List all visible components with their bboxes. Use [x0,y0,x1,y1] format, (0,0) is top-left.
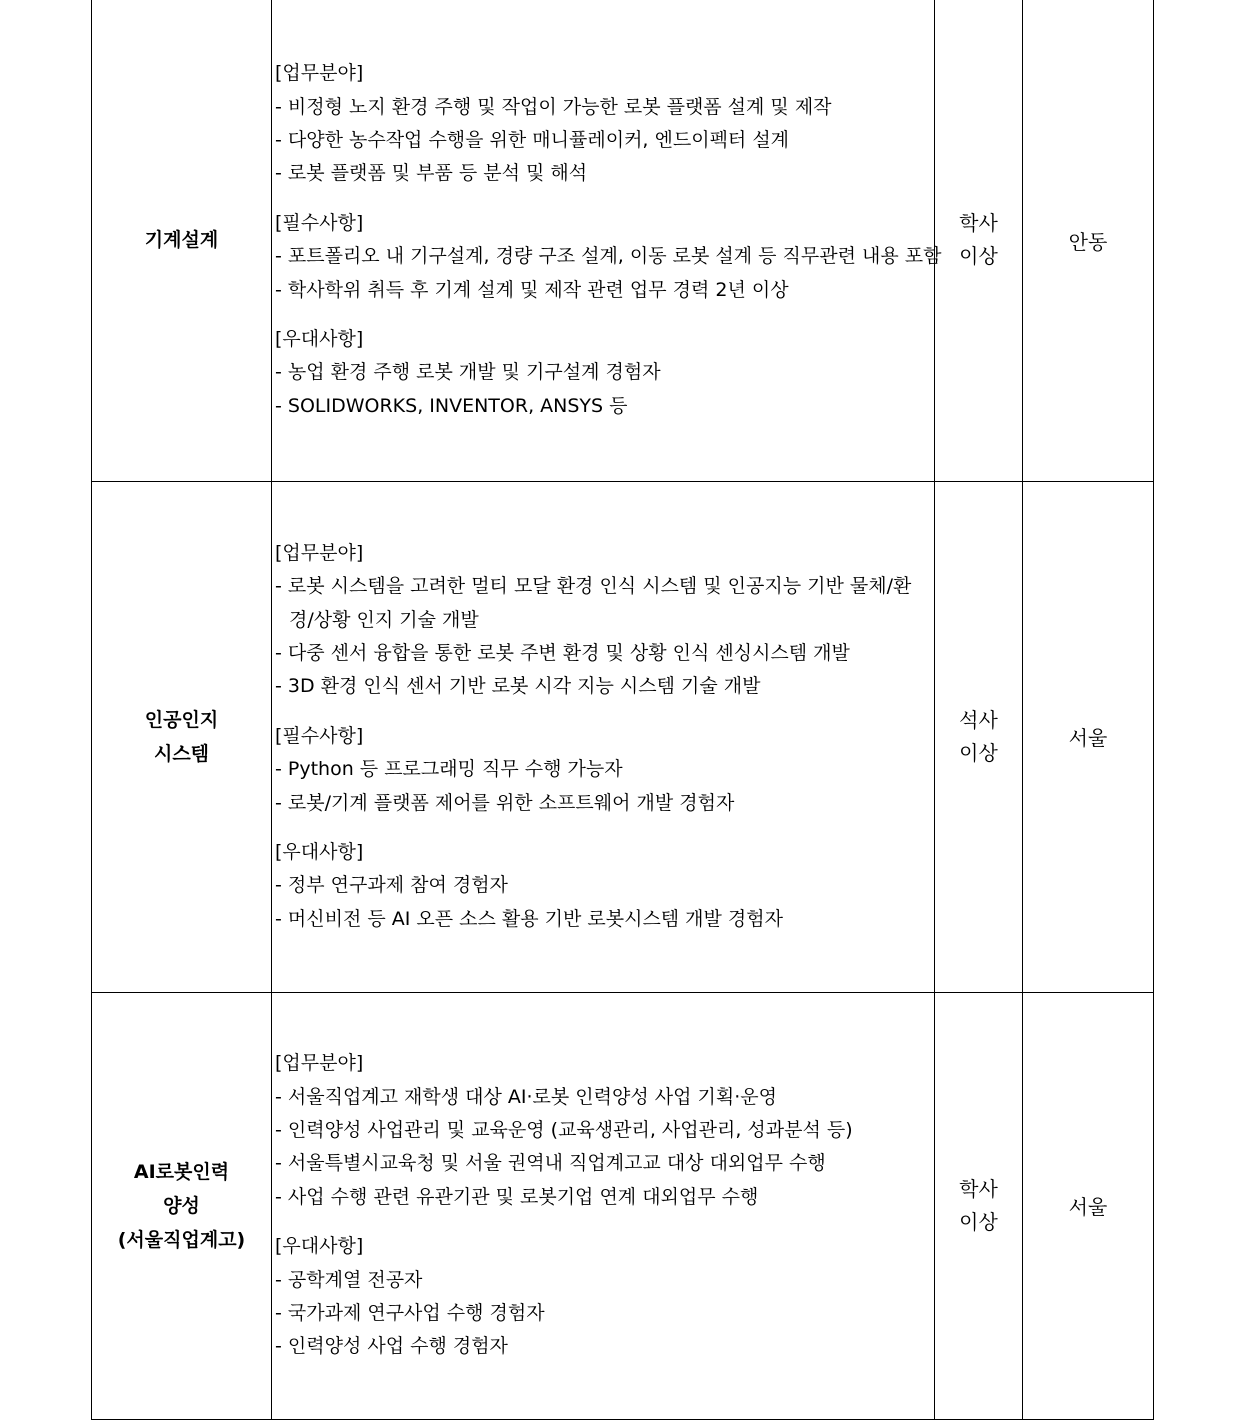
list-item: - 머신비전 등 AI 오픈 소스 활용 기반 로봇시스템 개발 경험자 [275,907,783,930]
list-item: - SOLIDWORKS, INVENTOR, ANSYS 등 [275,394,628,417]
list-item: - 국가과제 연구사업 수행 경험자 [275,1302,545,1325]
section-heading: [우대사항] [275,1235,364,1258]
section-heading: [우대사항] [275,328,364,351]
degree-text: 이상 [959,740,998,765]
table-row [92,481,1154,992]
field-name: 인공인지 [144,708,219,731]
field-cell [92,0,272,481]
section-preferred [275,1230,934,1364]
section-heading: [필수사항] [275,724,364,747]
section-requirements [275,720,934,820]
description-cell [272,481,935,992]
list-item: - 서울직업계고 재학생 대상 AI·로봇 인력양성 사업 기획·운영 [275,1085,777,1108]
location-cell [1023,481,1154,992]
degree-text: 학사 [959,211,998,236]
list-item: - 로봇/기계 플랫폼 제어를 위한 소프트웨어 개발 경험자 [275,791,735,814]
list-item: - 학사학위 취득 후 기계 설계 및 제작 관련 업무 경력 2년 이상 [275,278,789,301]
list-item: - 사업 수행 관련 유관기관 및 로봇기업 연계 대외업무 수행 [275,1185,759,1208]
description-cell [272,0,942,481]
field-name: (서울직업계고) [117,1228,246,1251]
table-row [92,992,1154,1419]
list-item: - 서울특별시교육청 및 서울 권역내 직업계고교 대상 대외업무 수행 [275,1152,826,1175]
section-duties [275,1047,934,1214]
table-row [92,0,1154,481]
section-preferred [275,836,934,936]
list-item: - 다양한 농수작업 수행을 위한 매니퓰레이커, 엔드이펙터 설계 [275,129,790,152]
list-item: - 다중 센서 융합을 통한 로봇 주변 환경 및 상황 인식 센싱시스템 개발 [275,641,850,664]
section-heading: [업무분야] [275,62,364,85]
list-item: - 인력양성 사업 수행 경험자 [275,1335,508,1358]
degree-cell [935,992,1023,1419]
list-item: - 공학계열 전공자 [275,1268,423,1291]
field-name: 시스템 [153,742,210,765]
degree-text: 학사 [959,1176,998,1201]
list-item: - 농업 환경 주행 로봇 개발 및 기구설계 경험자 [275,361,661,384]
section-heading: [우대사항] [275,841,364,864]
list-item: - 로봇 플랫폼 및 부품 등 분석 및 해석 [275,162,588,185]
location-text: 서울 [1068,726,1108,750]
list-item: - 인력양성 사업관리 및 교육운영 (교육생관리, 사업관리, 성과분석 등) [275,1118,853,1141]
section-heading: [업무분야] [275,541,364,564]
section-duties [275,57,934,191]
field-cell [92,481,272,992]
list-item: - 3D 환경 인식 센서 기반 로봇 시각 지능 시스템 기술 개발 [275,675,761,698]
section-preferred [275,323,934,423]
job-table [91,0,1154,1420]
location-text: 서울 [1068,1195,1108,1219]
field-cell [92,992,272,1419]
section-heading: [업무분야] [275,1052,364,1075]
list-item: - 정부 연구과제 참여 경험자 [275,874,508,897]
list-item: - Python 등 프로그래밍 직무 수행 가능자 [275,758,623,781]
degree-text: 이상 [959,1209,998,1234]
list-item: - 비정형 노지 환경 주행 및 작업이 가능한 로봇 플랫폼 설계 및 제작 [275,95,832,118]
location-cell [1023,0,1154,481]
section-requirements [275,207,942,307]
field-name: 양성 [163,1194,200,1217]
section-heading: [필수사항] [275,211,364,234]
location-text: 안동 [1068,229,1108,254]
degree-cell [935,481,1023,992]
description-cell [272,992,935,1419]
location-cell [1023,992,1154,1419]
list-item: - 로봇 시스템을 고려한 멀티 모달 환경 인식 시스템 및 인공지능 기반 물체/환경/상황 인지 기술 개발 [275,575,912,631]
degree-text: 석사 [959,707,998,732]
field-name: 기계설계 [144,229,219,252]
field-name: AI로봇인력 [133,1160,230,1183]
section-duties [275,537,934,704]
list-item: - 포트폴리오 내 기구설계, 경량 구조 설계, 이동 로봇 설계 등 직무관련 내용 포함 [275,245,942,268]
degree-cell [935,0,1023,481]
degree-text: 이상 [959,244,998,269]
